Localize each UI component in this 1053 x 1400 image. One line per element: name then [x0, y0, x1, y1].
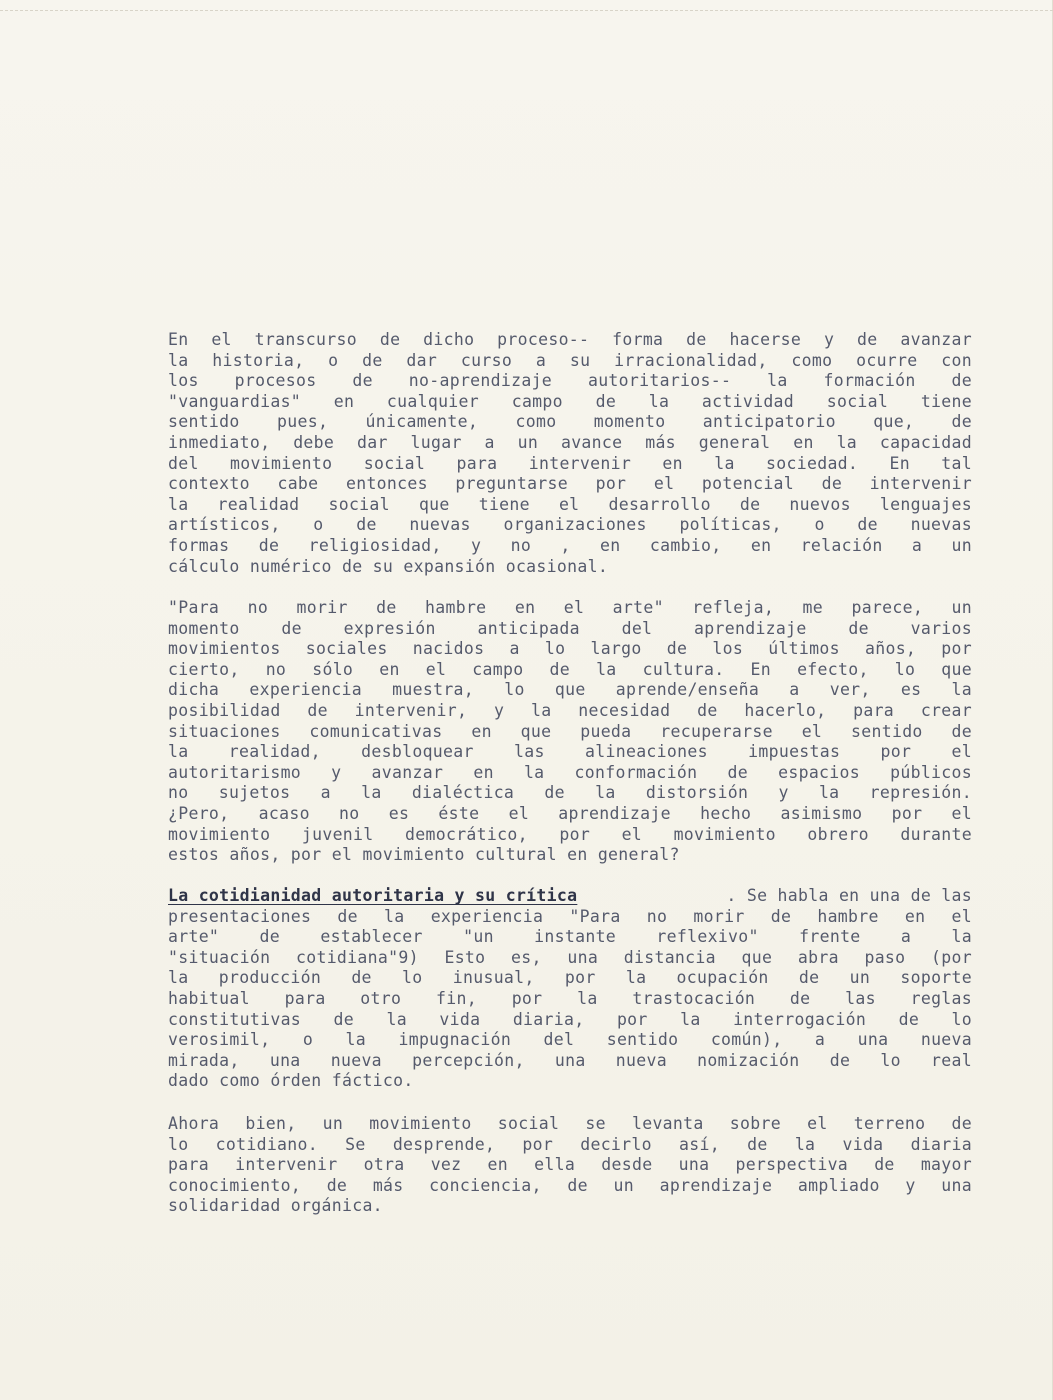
text-line: inmediato, debe dar lugar a un avance más general en la capacidad [168, 432, 972, 452]
text-line: posibilidad de intervenir, y la necesidad de hacerlo, para crear [168, 700, 972, 720]
text-line: cálculo numérico de su expansión ocasional. [168, 556, 609, 576]
text-line: los procesos de no-aprendizaje autoritarios-- la formación de [168, 371, 972, 391]
text-line: movimiento juvenil democrático, por el movimiento obrero durante [168, 824, 972, 844]
text-line: no sujetos a la dialéctica de la distorsión y la represión. [168, 783, 972, 803]
text-line: formas de religiosidad, y no , en cambio, en relación a un [168, 535, 972, 555]
text-line: artísticos, o de nuevas organizaciones políticas, o de nuevas [168, 515, 972, 535]
text-line: dado como órden fáctico. [168, 1071, 414, 1091]
text-line: solidaridad orgánica. [168, 1196, 383, 1216]
paragraph-3 [168, 886, 972, 1092]
paper-top-edge [0, 10, 1053, 11]
text-line: para intervenir otra vez en ella desde una perspectiva de mayor [168, 1155, 972, 1175]
text-line: cierto, no sólo en el campo de la cultura. En efecto, lo que [168, 659, 972, 679]
paragraph-4 [168, 1114, 972, 1217]
text-line: la realidad, desbloquear las alineaciones impuestas por el [168, 742, 972, 762]
text-line: del movimiento social para intervenir en la sociedad. En tal [168, 453, 972, 473]
text-line: momento de expresión anticipada del aprendizaje de varios [168, 618, 972, 638]
text-line: verosimil, o la impugnación del sentido común), a una nueva [168, 1030, 972, 1050]
section-heading-tail: . Se habla en una de las [726, 886, 972, 905]
text-line: movimientos sociales nacidos a lo largo de los últimos años, por [168, 639, 972, 659]
text-line: "Para no morir de hambre en el arte" refleja, me parece, un [168, 598, 972, 617]
text-line: la historia, o de dar curso a su irracionalidad, como ocurre con [168, 350, 972, 370]
text-line: habitual para otro fin, por la trastocación de las reglas [168, 988, 972, 1008]
paragraph-1 [168, 330, 972, 577]
text-line: sentido pues, únicamente, como momento anticipatorio que, de [168, 412, 972, 432]
section-heading: La cotidianidad autoritaria y su crítica [168, 886, 578, 905]
text-line: mirada, una nueva percepción, una nueva nomización de lo real [168, 1050, 972, 1070]
text-line: dicha experiencia muestra, lo que aprende/enseña a ver, es la [168, 680, 972, 700]
text-line: situaciones comunicativas en que pueda recuperarse el sentido de [168, 721, 972, 741]
text-line: "vanguardias" en cualquier campo de la actividad social tiene [168, 391, 972, 411]
text-line: constitutivas de la vida diaria, por la interrogación de lo [168, 1009, 972, 1029]
paragraph-2 [168, 598, 972, 866]
text-line: arte" de establecer "un instante reflexivo" frente a la [168, 927, 972, 947]
text-line: estos años, por el movimiento cultural en general? [168, 845, 680, 865]
text-line: contexto cabe entonces preguntarse por el potencial de intervenir [168, 474, 972, 494]
paragraph-3-body [168, 907, 972, 1092]
text-line: Ahora bien, un movimiento social se levanta sobre el terreno de [168, 1114, 972, 1133]
text-line: autoritarismo y avanzar en la conformación de espacios públicos [168, 762, 972, 782]
text-line: conocimiento, de más conciencia, de un aprendizaje ampliado y una [168, 1175, 972, 1195]
text-line: "situación cotidiana"9) Esto es, una distancia que abra paso (por [168, 947, 972, 967]
text-line: la realidad social que tiene el desarrollo de nuevos lenguajes [168, 494, 972, 514]
text-line: ¿Pero, acaso no es éste el aprendizaje hecho asimismo por el [168, 803, 972, 823]
paragraph-3-first-line [168, 886, 972, 907]
text-line: lo cotidiano. Se desprende, por decirlo así, de la vida diaria [168, 1134, 972, 1154]
text-line: En el transcurso de dicho proceso-- forma de hacerse y de avanzar [168, 330, 972, 349]
text-line: la producción de lo inusual, por la ocupación de un soporte [168, 968, 972, 988]
text-line: presentaciones de la experiencia "Para no morir de hambre en el [168, 906, 972, 926]
